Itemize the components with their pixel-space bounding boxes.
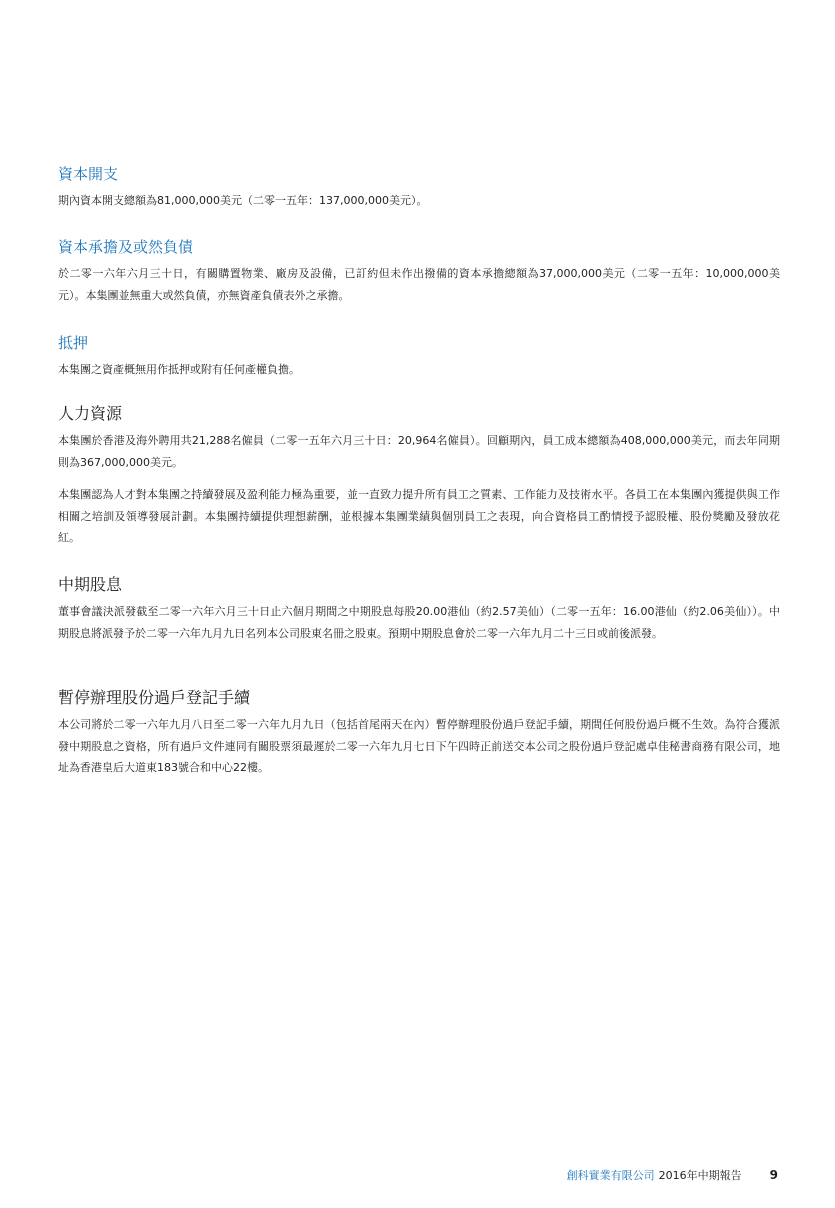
footer-report-title: 2016年中期報告 bbox=[658, 1169, 742, 1182]
section-paragraph: 期內資本開支總額為81,000,000美元（二零一五年：137,000,000美元）。 bbox=[58, 194, 428, 207]
section-capital-commitments bbox=[58, 237, 780, 306]
section-heading: 中期股息 bbox=[58, 575, 123, 594]
page-number: 9 bbox=[769, 1168, 778, 1182]
section-paragraph: 本集團於香港及海外聘用共21,288名僱員（二零一五年六月三十日：20,964名僱員）。回顧期內，員工成本總額為408,000,000美元，而去年同期則為367,000,000美元。 bbox=[58, 434, 780, 469]
section-heading: 人力資源 bbox=[58, 404, 123, 423]
section-heading: 資本開支 bbox=[58, 165, 119, 183]
section-interim-dividend bbox=[58, 575, 780, 644]
section-closure-of-register bbox=[58, 688, 780, 779]
section-heading: 抵押 bbox=[58, 334, 89, 352]
section-heading: 暫停辦理股份過戶登記手續 bbox=[58, 688, 251, 707]
section-paragraph: 本公司將於二零一六年九月八日至二零一六年九月九日（包括首尾兩天在內）暫停辦理股份過戶登記手續，期間任何股份過戶概不生效。為符合獲派發中期股息之資格，所有過戶文件連同有關股票須最遲於二零一六年九月七日下午四時正前送交本公司之股份過戶登記處卓佳秘書商務有限公司，地址為香港皇后大道東183號合和中心22樓。 bbox=[58, 718, 780, 774]
section-paragraph: 董事會議決派發截至二零一六年六月三十日止六個月期間之中期股息每股20.00港仙（約2.57美仙）（二零一五年：16.00港仙（約2.06美仙））。中期股息將派發予於二零一六年九月九日名列本公司股東名冊之股東。預期中期股息會於二零一六年九月二十三日或前後派發。 bbox=[58, 605, 780, 640]
section-paragraph: 本集團認為人才對本集團之持續發展及盈利能力極為重要，並一直致力提升所有員工之質素、工作能力及技術水平。各員工在本集團內獲提供與工作相關之培訓及領導發展計劃。本集團持續提供理想薪酬，並根據本集團業績與個別員工之表現，向合資格員工酌情授予認股權、股份獎勵及發放花紅。 bbox=[58, 488, 780, 544]
section-paragraph: 本集團之資產概無用作抵押或附有任何產權負擔。 bbox=[58, 363, 300, 376]
section-paragraph: 於二零一六年六月三十日，有關購置物業、廠房及設備，已訂約但未作出撥備的資本承擔總額為37,000,000美元（二零一五年：10,000,000美元）。本集團並無重大或然負債，亦無資產負債表外之承擔。 bbox=[58, 267, 780, 302]
section-human-resources bbox=[58, 404, 780, 549]
section-heading: 資本承擔及或然負債 bbox=[58, 238, 194, 256]
section-charges bbox=[58, 333, 780, 381]
section-capital-expenditure bbox=[58, 164, 780, 212]
footer-company-name: 創科實業有限公司 bbox=[566, 1169, 655, 1182]
page-footer bbox=[567, 1166, 778, 1185]
